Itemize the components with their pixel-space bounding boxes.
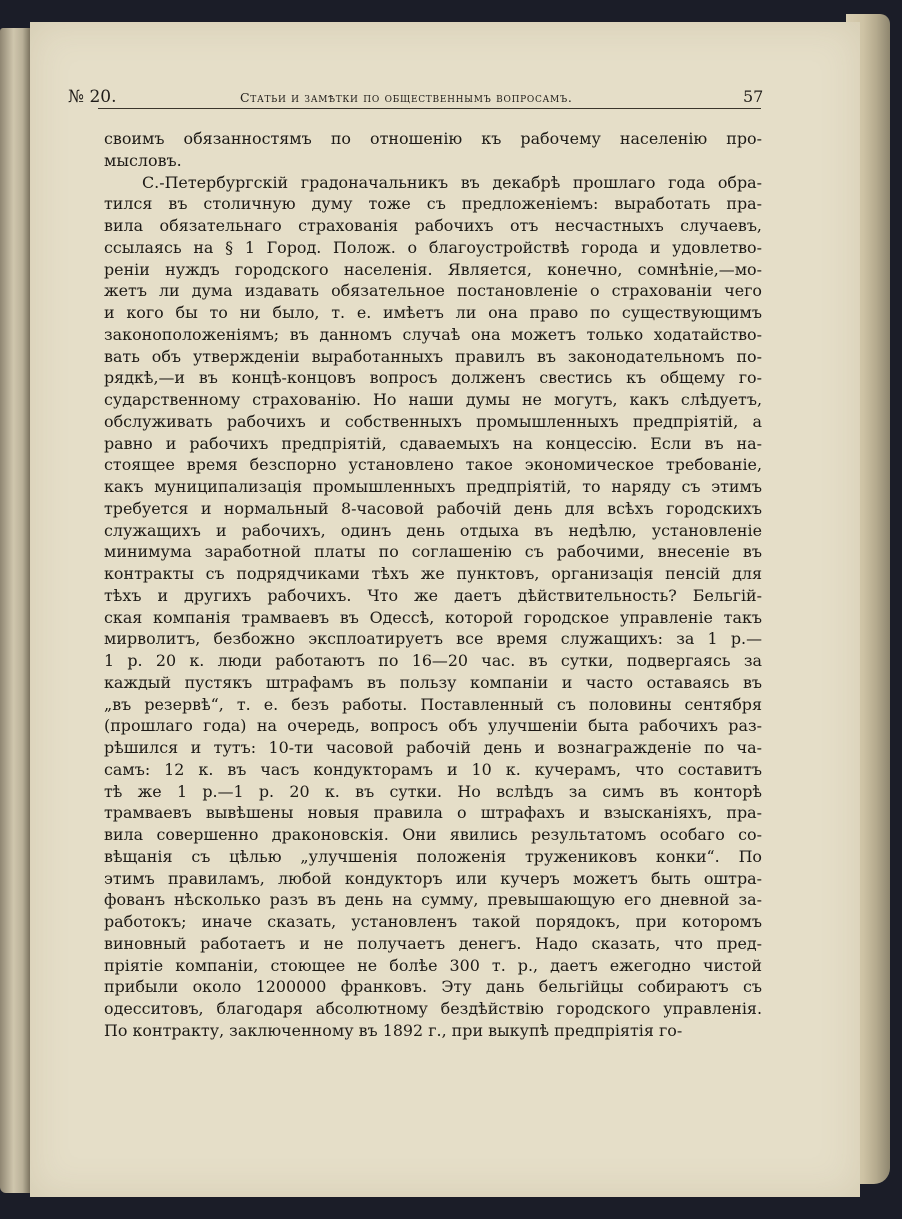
text-line: своимъ обязанностямъ по отношенію къ рабочему населенію про- (104, 129, 762, 148)
page-number: 57 (743, 87, 764, 106)
text-line: 1 р. 20 к. люди работаютъ по 16—20 час. въ сутки, подвергаясь за (104, 651, 762, 670)
text-line: тился въ столичную думу тоже съ предложеніемъ: выработать пра- (104, 194, 762, 214)
text-line: мирволитъ, безбожно эксплоатируетъ все время служащихъ: за 1 р.— (104, 629, 762, 649)
text-line: обслуживать рабочихъ и собственныхъ промышленныхъ предпріятій, а (104, 411, 762, 431)
text-line: вать объ утвержденіи выработанныхъ правилъ въ законодательномъ по- (104, 346, 762, 366)
text-line: ская компанія трамваевъ въ Одессѣ, которой городское управленіе такъ (104, 607, 762, 627)
issue-number: № 20. (68, 87, 117, 107)
text-line: (прошлаго года) на очередь, вопросъ объ улучшеніи быта рабочихъ раз- (104, 716, 762, 736)
text-line: работокъ; иначе сказать, установленъ такой порядокъ, при которомъ (104, 912, 762, 931)
text-line: фованъ нѣсколько разъ въ день на сумму, превышающую его дневной за- (104, 890, 762, 910)
text-line: равно и рабочихъ предпріятій, сдаваемыхъ на концессію. Если въ на- (104, 433, 762, 453)
text-line: вѣщанія съ цѣлью „улучшенія положенія тружениковъ конки“. По (104, 846, 762, 866)
text-line: рѣшился и тутъ: 10-ти часовой рабочій день и вознагражденіе по ча- (104, 738, 762, 757)
text-line: минимума заработной платы по соглашенію съ рабочими, внесеніе въ (104, 542, 762, 562)
running-header (68, 66, 764, 107)
header-rule (98, 108, 761, 109)
previous-page-edge (0, 28, 30, 1193)
text-line: сударственному страхованію. Но наши думы не могутъ, какъ слѣдуетъ, (104, 390, 762, 409)
text-line: каждый пустякъ штрафамъ въ пользу компаніи и часто оставаясь въ (104, 672, 762, 692)
text-line: пріятіе компаніи, стоющее не болѣе 300 т. р., даетъ ежегодно чистой (104, 955, 762, 975)
text-line: мысловъ. (104, 150, 182, 170)
text-line: служащихъ и рабочихъ, одинъ день отдыха въ недѣлю, установленіе (104, 520, 762, 540)
text-line: виновный работаетъ и не получаетъ денегъ. Надо сказать, что пред- (104, 933, 762, 953)
text-line: трамваевъ вывѣшены новыя правила о штрафахъ и взысканіяхъ, пра- (104, 803, 762, 823)
text-line: этимъ правиламъ, любой кондукторъ или кучеръ можетъ быть оштра- (104, 868, 762, 888)
text-line: С.-Петербургскій градоначальникъ въ декабрѣ прошлаго года обра- (142, 172, 762, 192)
text-line: вила совершенно драконовскія. Они явились результатомъ особаго со- (104, 825, 762, 844)
body-text (104, 128, 762, 1042)
text-line: требуется и нормальный 8-часовой рабочій день для всѣхъ городскихъ (104, 498, 762, 518)
text-line: контракты съ подрядчиками тѣхъ же пунктовъ, организація пенсій для (104, 564, 762, 583)
text-line: По контракту, заключенному въ 1892 г., при выкупѣ предпріятія го- (104, 1020, 683, 1040)
text-line: жетъ ли дума издавать обязательное постановленіе о страхованіи чего (104, 281, 762, 301)
text-line: самъ: 12 к. въ часъ кондукторамъ и 10 к. кучерамъ, что составитъ (104, 759, 762, 779)
text-line: стоящее время безспорно установлено такое экономическое требованіе, (104, 455, 762, 475)
text-line: законоположеніямъ; въ данномъ случаѣ она можетъ только ходатайство- (104, 324, 762, 344)
text-line: прибыли около 1200000 франковъ. Эту дань бельгійцы собираютъ съ (104, 977, 762, 997)
text-line: реніи нуждъ городского населенія. Является, конечно, сомнѣніе,—мо- (104, 259, 762, 279)
text-line: рядкѣ,—и въ концѣ-концовъ вопросъ долженъ свестись къ общему го- (104, 368, 762, 388)
text-line: вила обязательнаго страхованія рабочихъ отъ несчастныхъ случаевъ, (104, 216, 762, 235)
text-line: какъ муниципализація промышленныхъ предпріятій, то наряду съ этимъ (104, 477, 762, 496)
text-line: ссылаясь на § 1 Город. Полож. о благоустройствѣ города и удовлетво- (104, 237, 762, 257)
text-line: тѣ же 1 р.—1 р. 20 к. въ сутки. Но вслѣдъ за симъ въ конторѣ (104, 781, 762, 801)
text-line: „въ резервѣ“, т. е. безъ работы. Поставленный съ половины сентября (104, 694, 762, 714)
running-title: Статьи и замѣтки по общественнымъ вопросамъ. (240, 90, 573, 105)
text-line: и кого бы то ни было, т. е. имѣетъ ли она право по существующимъ (104, 303, 762, 322)
text-line: тѣхъ и другихъ рабочихъ. Что же даетъ дѣйствительность? Бельгій- (104, 585, 762, 605)
text-line: одесситовъ, благодаря абсолютному бездѣйствію городского управленія. (104, 999, 762, 1018)
